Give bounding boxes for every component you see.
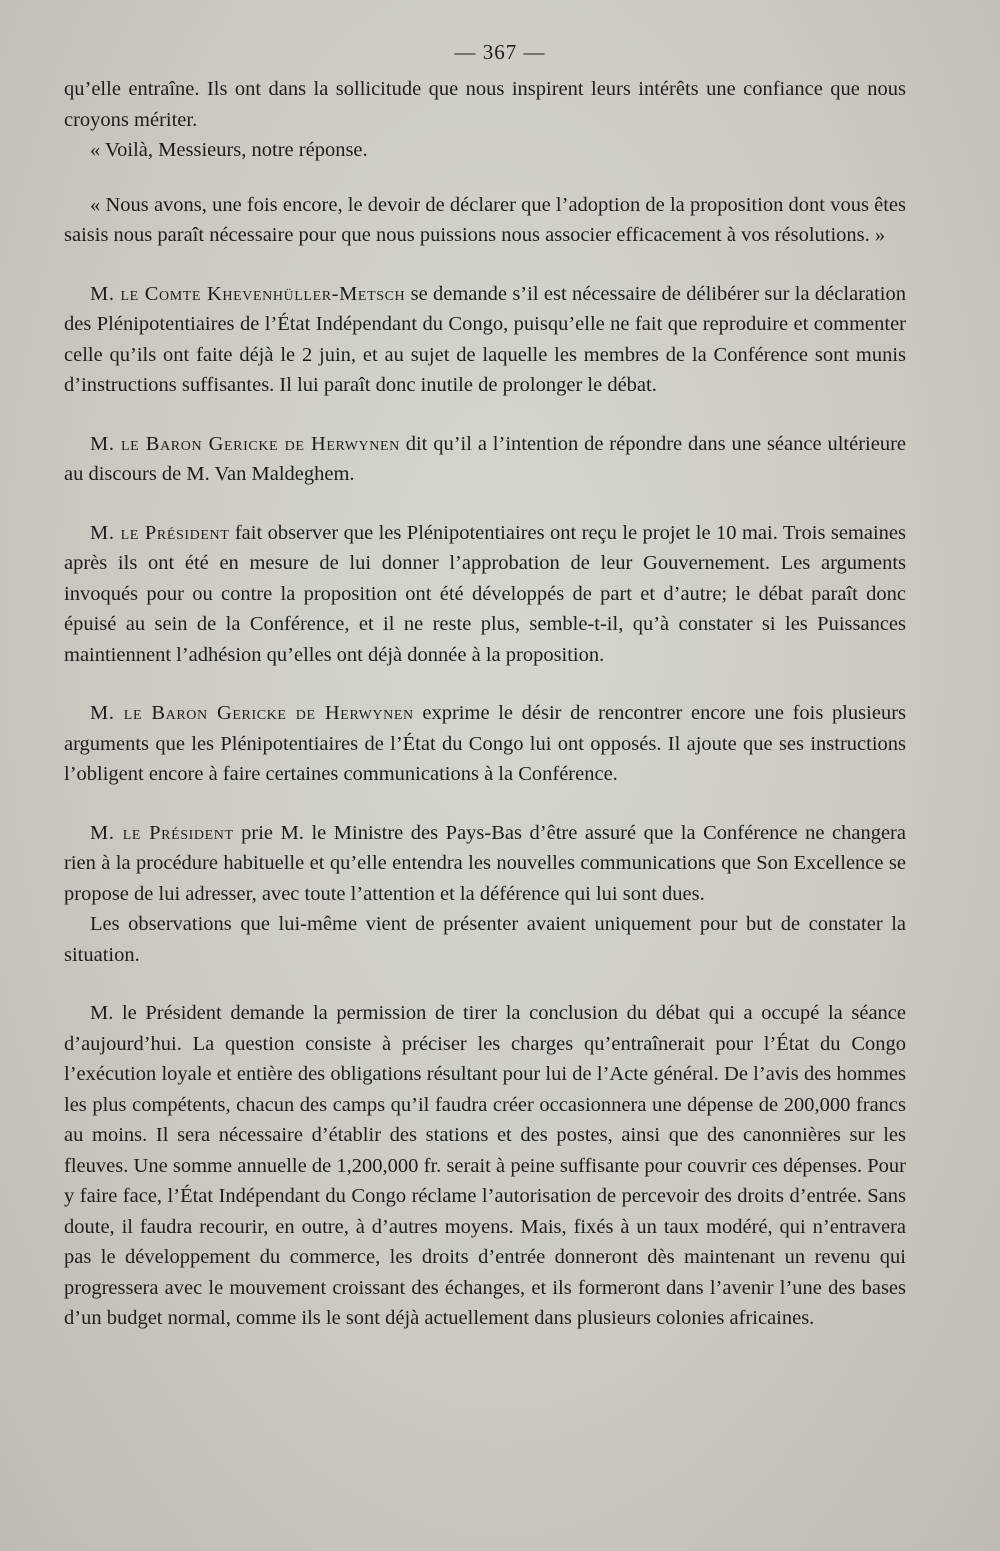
speaker-name: M. le Comte Khevenhüller-Metsch (90, 282, 406, 305)
speaker-name: M. le Baron Gericke de Herwynen (90, 432, 400, 455)
paragraph-7 (64, 698, 906, 790)
paragraph-text: se demande s’il est nécessaire de délibérer sur la déclaration des Plénipotentiaires de l’État Indépendant du Congo, puisqu’elle ne fait que reproduire et commenter celle qu’ils ont faite déjà le 2 juin, et au sujet de laquelle les membres de la Conférence sont munis d’instructions suffisantes. Il lui paraît donc inutile de prolonger le débat. (64, 282, 906, 396)
paragraph-5 (64, 429, 906, 490)
speaker-name: M. le Président (90, 821, 234, 844)
page-number: — 367 — (454, 40, 546, 64)
document-body (64, 74, 906, 1334)
speaker-name: M. le Président (90, 521, 230, 544)
paragraph-text: exprime le désir de rencontrer encore une fois plusieurs arguments que les Plénipotentiaires de l’État du Congo lui ont opposés. Il ajoute que ses instructions l’obligent encore à faire certaines communications à la Conférence. (64, 702, 906, 785)
paragraph-text: prie M. le Ministre des Pays-Bas d’être assuré que la Conférence ne changera rien à la procédure habituelle et qu’elle entendra les nouvelles communications que Son Excellence se propose de lui adresser, avec toute l’attention et la déférence qui lui sont dues. (64, 821, 906, 905)
paragraph-6 (64, 518, 906, 671)
paragraph-text: dit qu’il a l’intention de répondre dans une séance ultérieure au discours de M. Van Maldeghem. (64, 432, 906, 485)
paragraph-1: qu’elle entraîne. Ils ont dans la sollicitude que nous inspirent leurs intérêts une confiance que nous croyons mériter. (64, 78, 906, 131)
paragraph-2: « Voilà, Messieurs, notre réponse. (90, 139, 368, 161)
paragraph-text: fait observer que les Plénipotentiaires ont reçu le projet le 10 mai. Trois semaines après ils ont été en mesure de lui donner l’approbation de leur Gouvernement. Les arguments invoqués pour ou contre la proposition ont été développés de part et d’autre; le débat paraît donc épuisé au sein de la Conférence, et il ne reste plus, semble-t-il, qu’à constater si les Puissances maintiennent l’adhésion qu’elles ont déjà donnée à la proposition. (64, 521, 906, 666)
paragraph-8 (64, 818, 906, 910)
paragraph-3: « Nous avons, une fois encore, le devoir de déclarer que l’adoption de la proposition dont vous êtes saisis nous paraît nécessaire pour que nous puissions nous associer efficacement à vos résolutions. » (64, 193, 906, 246)
speaker-name: M. le Baron Gericke de Herwynen (90, 702, 414, 724)
paragraph-9: Les observations que lui-même vient de présenter avaient uniquement pour but de constater la situation. (64, 913, 906, 966)
paragraph-10: M. le Président demande la permission de tirer la conclusion du débat qui a occupé la séance d’aujourd’hui. La question consiste à préciser les charges qu’entraînerait pour l’État du Congo l’exécution loyale et entière des obligations résultant pour lui de l’Acte général. De l’avis des hommes les plus compétents, chacun des camps qu’il faudra créer occasionnera une dépense de 200,000 francs au moins. Il sera nécessaire d’établir des stations et des postes, ainsi que des canonnières sur les fleuves. Une somme annuelle de 1,200,000 fr. serait à peine suffisante pour couvrir ces dépenses. Pour y faire face, l’État Indépendant du Congo réclame l’autorisation de percevoir des droits d’entrée. Sans doute, il faudra recourir, en outre, à d’autres moyens. Mais, fixés à un taux modéré, qui n’entravera pas le développement du commerce, les droits d’entrée donneront dès maintenant un revenu qui progressera avec le mouvement croissant des échanges, et ils formeront dans l’avenir l’une des bases d’un budget normal, comme ils le sont déjà actuellement dans plusieurs colonies africaines. (64, 1002, 906, 1329)
paragraph-4 (64, 279, 906, 401)
